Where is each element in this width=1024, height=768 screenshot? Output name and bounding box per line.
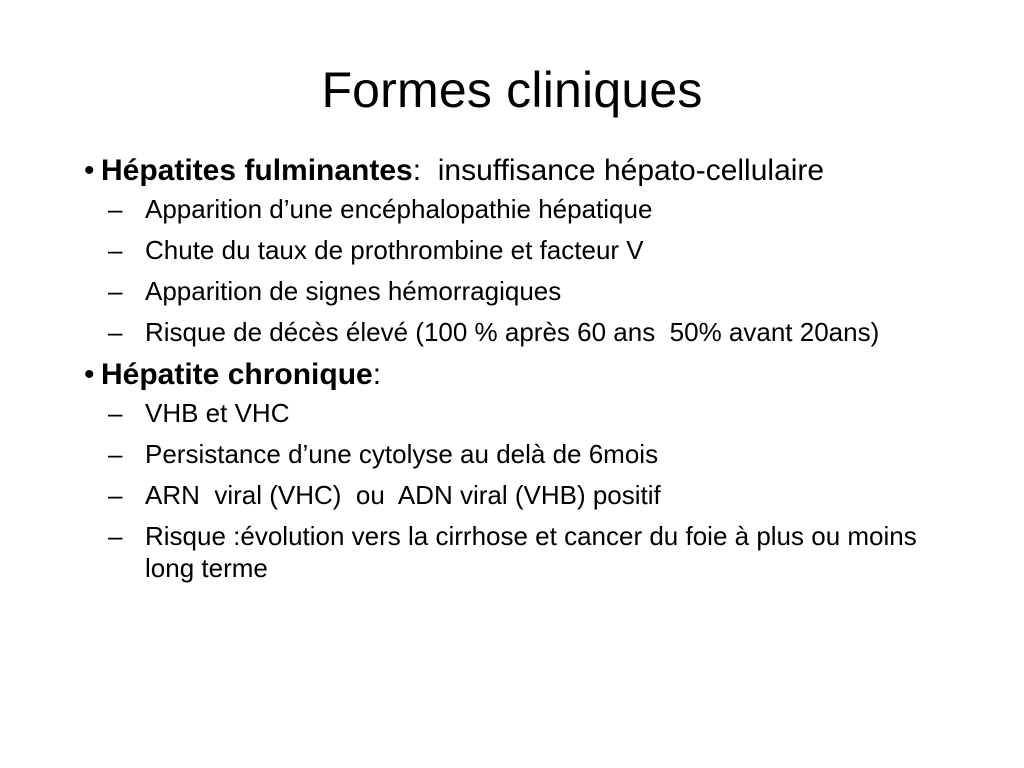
slide-title: Formes cliniques [321,62,703,118]
bullet-hepatite-chronique [84,357,964,393]
bullet-heading: Hépatites fulminantes [101,154,413,187]
sub-item-text: Persistance d’une cytolyse au delà de 6mois [145,439,659,469]
sub-item-text: Risque :évolution vers la cirrhose et cancer du foie à plus ou moins long terme [145,521,917,583]
sub-list-fulminantes [108,193,964,348]
dash-marker: – [108,398,123,428]
sub-item-text: Apparition de signes hémorragiques [145,276,562,306]
sub-item [108,275,964,307]
bullet-marker: • [84,154,95,187]
sub-list-chronique [108,397,964,584]
sub-item [108,316,964,348]
dash-marker: – [108,235,123,265]
sub-item-text: ARN viral (VHC) ou ADN viral (VHB) positif [145,480,661,510]
dash-marker: – [108,276,123,306]
bullet-hepatites-fulminantes [84,153,964,189]
bullet-text: : [372,358,382,391]
sub-item [108,193,964,225]
sub-item [108,438,964,470]
dash-marker: – [108,521,123,551]
sub-item [108,234,964,266]
sub-item-text: Chute du taux de prothrombine et facteur V [145,235,644,265]
bullet-heading: Hépatite chronique [101,358,373,391]
bullet-text: : insuffisance hépato-cellulaire [412,154,825,187]
dash-marker: – [108,194,123,224]
sub-item [108,479,964,511]
dash-marker: – [108,317,123,347]
sub-item [108,397,964,429]
dash-marker: – [108,480,123,510]
slide-body [84,153,964,593]
sub-item [108,520,964,584]
sub-item-text: Apparition d’une encéphalopathie hépatique [145,194,653,224]
bullet-marker: • [84,358,95,391]
sub-item-text: Risque de décès élevé (100 % après 60 ans 50% avant 20ans) [145,317,880,347]
sub-item-text: VHB et VHC [145,398,290,428]
dash-marker: – [108,439,123,469]
